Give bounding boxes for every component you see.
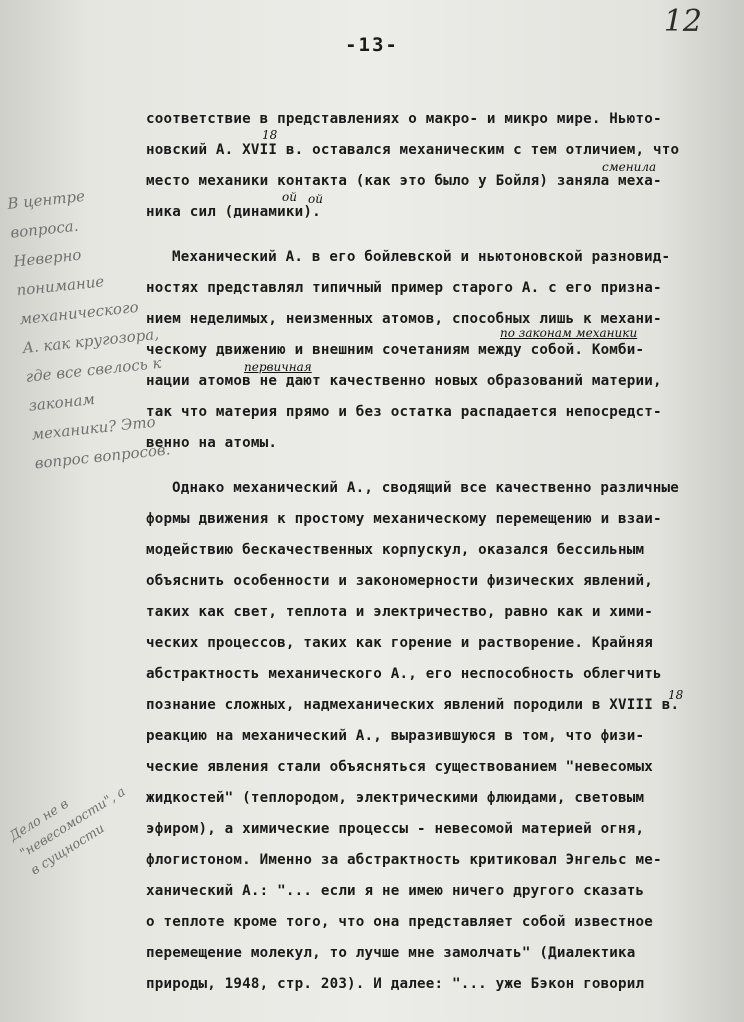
margin-note-left-top: В центре вопроса. Неверно понимание механического А. как кругозора, где все свелось к законам механики? Это вопрос вопросов. xyxy=(6,186,172,473)
margin-note-left-bottom: Дело не в "невесомости", а в сущности xyxy=(7,784,129,879)
text-line: новский А. XVII в. оставался механическим с тем отличием, что xyxy=(146,142,680,158)
text-line: таких как свет, теплота и электричество, равно как и хими- xyxy=(146,604,654,620)
text-line: место механики контакта (как это было у Бойля) заняла меха- xyxy=(146,173,662,189)
handwritten-correction: первичная xyxy=(244,360,312,374)
handwritten-correction: сменила xyxy=(602,160,657,174)
typed-text-body xyxy=(146,104,716,1000)
paragraph-gap xyxy=(146,459,716,473)
text-line: ханический А.: "... если я не имею ничего другого сказать xyxy=(146,883,645,899)
text-line: модействию бескачественных корпускул, оказался бессильным xyxy=(146,542,645,558)
text-line: соответствие в представлениях о макро- и микро мире. Ньюто- xyxy=(146,111,662,127)
text-line: Однако механический А., сводящий все качественно различные xyxy=(172,480,680,496)
text-line: ника сил (динамики). xyxy=(146,204,321,220)
text-line: познание сложных, надмеханических явлений породили в XVIII в. xyxy=(146,697,680,713)
text-line: нием неделимых, неизменных атомов, способных лишь к механи- xyxy=(146,311,662,327)
text-line: перемещение молекул, то лучше мне замолчать" (Диалектика xyxy=(146,945,636,961)
handwritten-correction: ой xyxy=(282,190,297,204)
text-line: так что материя прямо и без остатка распадается непосредст- xyxy=(146,404,662,420)
text-line: Механический А. в его бойлевской и ньютоновской разновид- xyxy=(172,249,671,265)
handwritten-correction: по законам механики xyxy=(500,326,638,340)
text-line: эфиром), а химические процессы - невесомой материей огня, xyxy=(146,821,645,837)
text-line: о теплоте кроме того, что она представляет собой известное xyxy=(146,914,654,930)
text-line: жидкостей" (теплородом, электрическими флюидами, световым xyxy=(146,790,645,806)
text-line: реакцию на механический А., выразившуюся в том, что физи- xyxy=(146,728,645,744)
handwritten-correction: 18 xyxy=(668,688,684,702)
text-line: ческому движению и внешним сочетаниям между собой. Комби- xyxy=(146,342,645,358)
text-line: венно на атомы. xyxy=(146,435,278,451)
handwritten-correction: ой xyxy=(308,192,323,206)
text-line: ческие явления стали объясняться существованием "невесомых xyxy=(146,759,654,775)
handwritten-correction: 18 xyxy=(262,128,278,142)
paragraph-gap xyxy=(146,228,716,242)
text-line: ческих процессов, таких как горение и растворение. Крайняя xyxy=(146,635,654,651)
text-line: флогистоном. Именно за абстрактность критиковал Энгельс ме- xyxy=(146,852,662,868)
text-line: природы, 1948, стр. 203). И далее: "... уже Бэкон говорил xyxy=(146,976,645,992)
text-line: формы движения к простому механическому перемещению и взаи- xyxy=(146,511,662,527)
page-number: -13- xyxy=(345,34,399,56)
text-line: ностях представлял типичный пример старого А. с его призна- xyxy=(146,280,662,296)
text-line: объяснить особенности и закономерности физических явлений, xyxy=(146,573,654,589)
archive-page-number: 12 xyxy=(663,4,702,39)
text-line: нации атомов не дают качественно новых образований материи, xyxy=(146,373,662,389)
text-line: абстрактность механического А., его неспособность облегчить xyxy=(146,666,662,682)
